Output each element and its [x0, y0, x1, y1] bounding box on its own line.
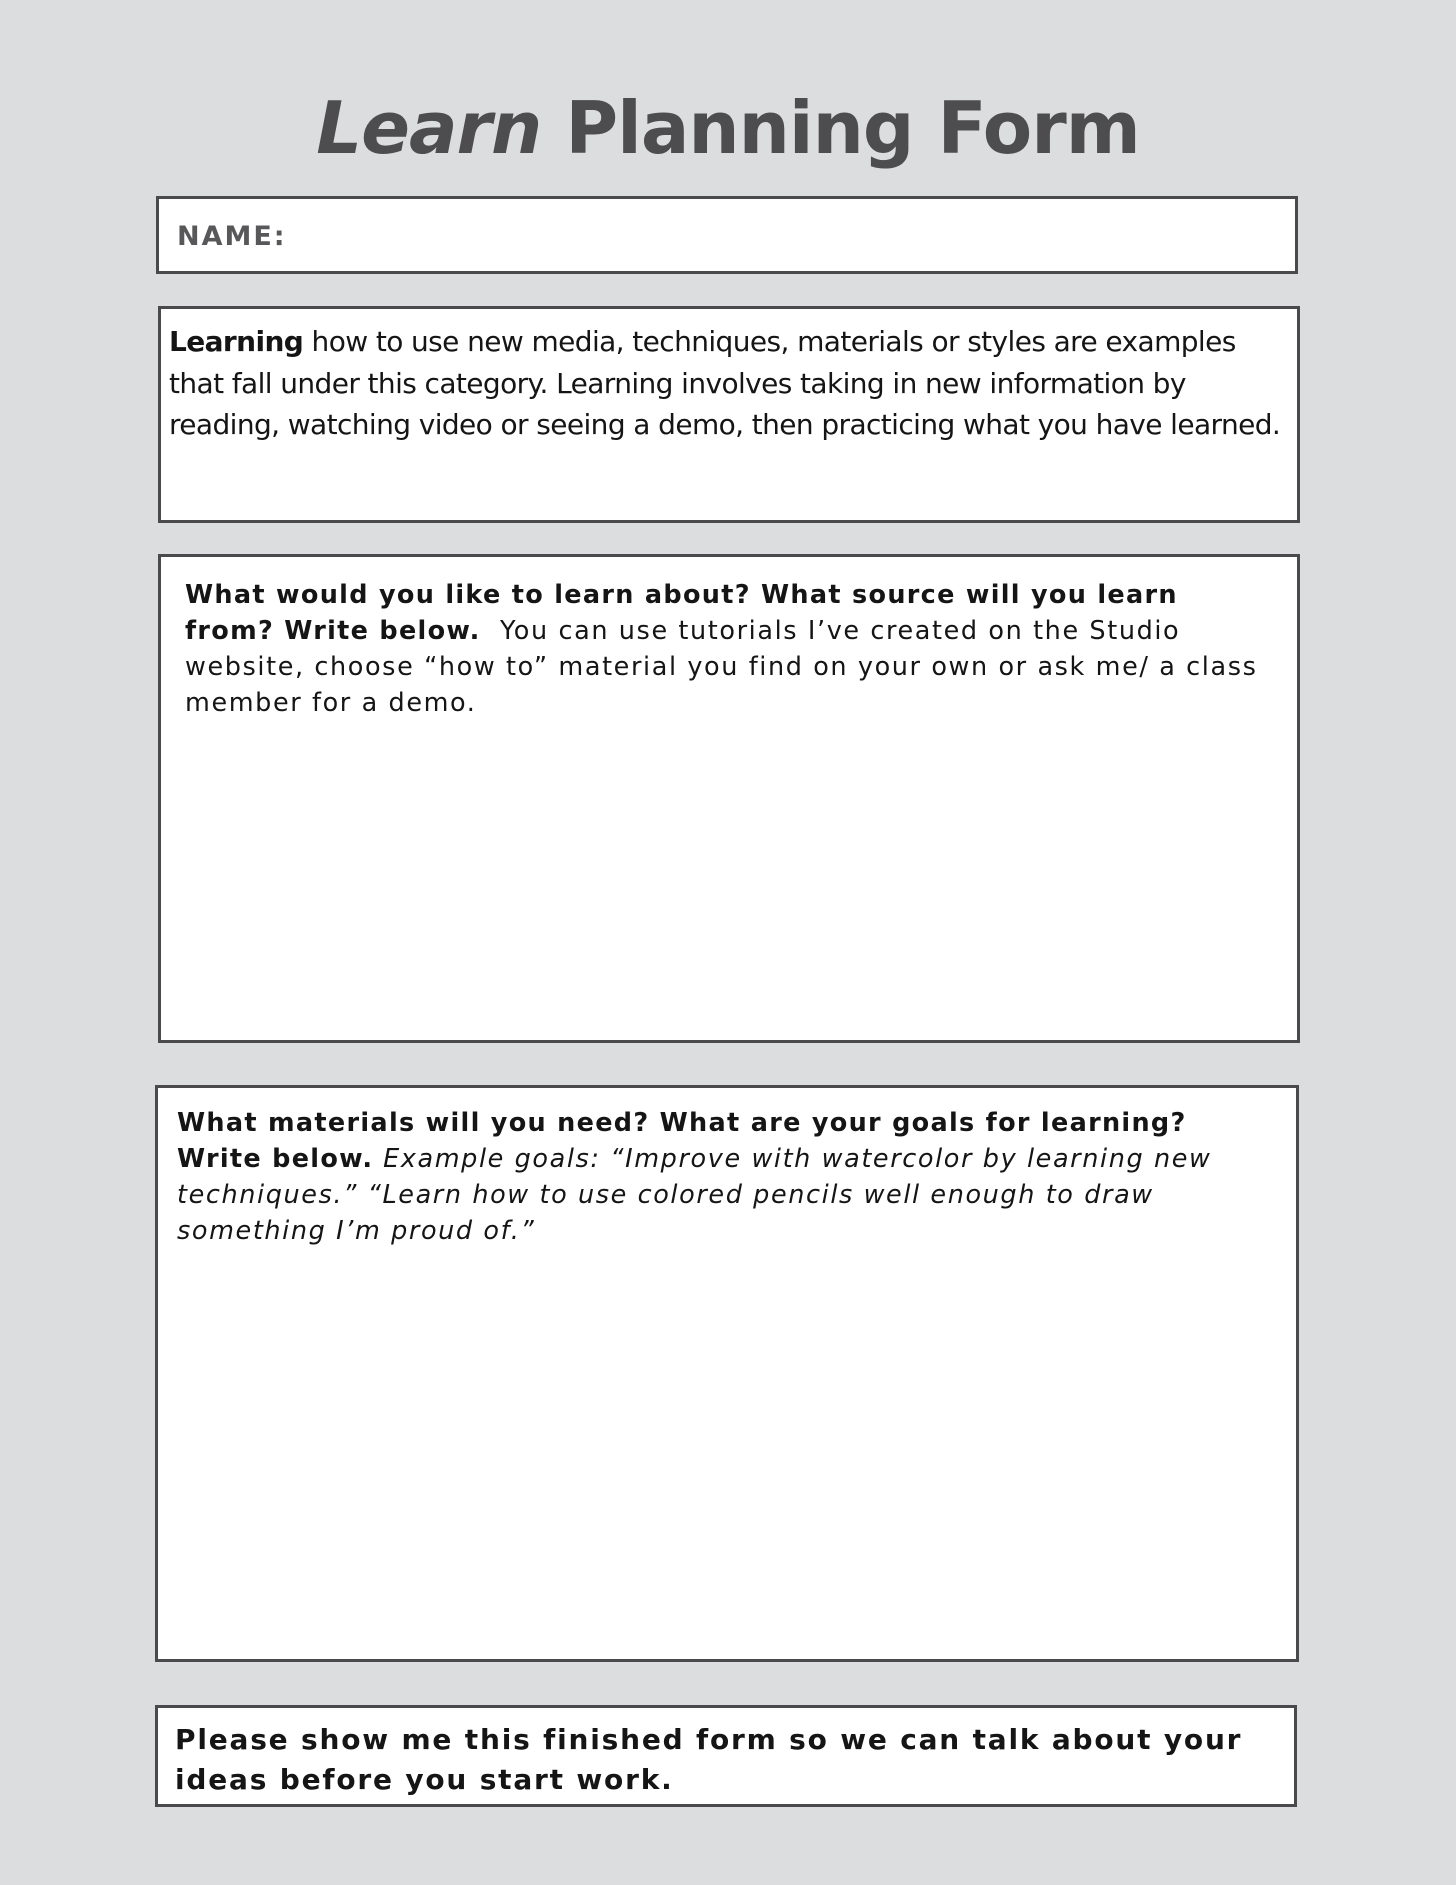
title-rest: Planning Form [541, 86, 1140, 170]
title-emphasis: Learn [316, 86, 542, 170]
intro-lead: Learning [169, 325, 304, 358]
intro-body: how to use new media, techniques, materials or styles are examples that fall under this category. Learning involves taking in new information by reading, watching video or seeing a demo, then practicing what you have learned. [169, 325, 1281, 441]
intro-text [169, 321, 1285, 446]
footer-box [155, 1705, 1297, 1807]
materials-goals-prompt [177, 1105, 1276, 1249]
name-field[interactable] [289, 209, 1281, 261]
name-box [156, 196, 1298, 274]
intro-box [158, 306, 1300, 523]
learn-topic-box [158, 554, 1300, 1043]
materials-goals-answer-area[interactable] [178, 1258, 1276, 1643]
materials-goals-examples: Example goals: “Improve with watercolor by learning new techniques.” “Learn how to use colored pencils well enough to draw something I’m proud of.” [177, 1144, 1212, 1246]
learn-topic-question: What would you like to learn about? What source will you learn from? Write below. [185, 580, 1178, 646]
learn-topic-instructions: You can use tutorials I’ve created on the Studio website, choose “how to” material you find on your own or ask me/ a class member for a demo. [185, 616, 1268, 718]
materials-goals-box [155, 1085, 1299, 1662]
page-title [0, 78, 1456, 178]
materials-goals-question: What materials will you need? What are your goals for learning? Write below. [177, 1108, 1187, 1174]
footer-note: Please show me this finished form so we can talk about your ideas before you start work. [175, 1723, 1243, 1796]
learn-topic-answer-area[interactable] [181, 727, 1277, 1024]
name-label: NAME: [177, 221, 287, 252]
learn-topic-prompt [185, 577, 1277, 721]
